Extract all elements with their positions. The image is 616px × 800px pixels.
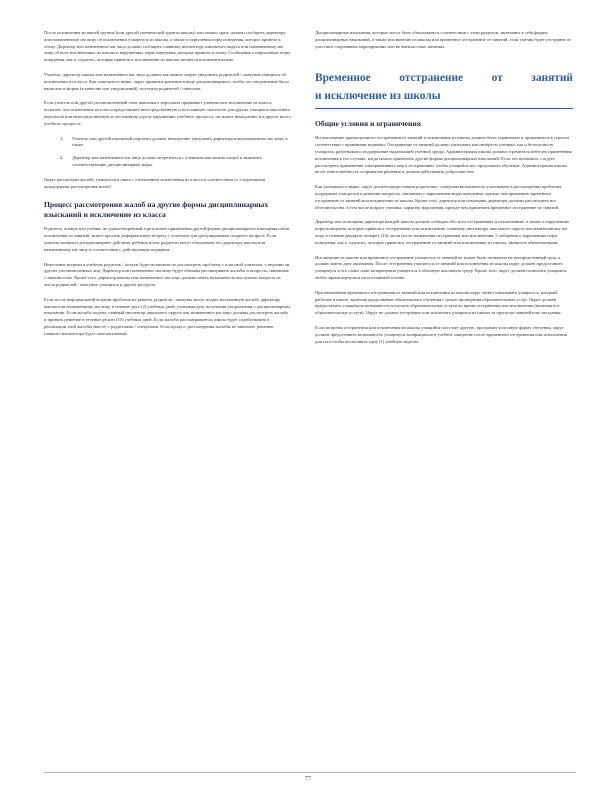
list-item [44, 155, 291, 169]
paragraph: Дисциплинарные взыскания, которые могут быть обжалованы в соответствии с этим разделом, включают в себя формы дисциплинарных взысканий, а также исключение из школы или временное отстранение от занятий, если ученик будет отстранен от участия в спортивных мероприятиях или во внеклассных занятиях. [315, 30, 571, 49]
paragraph: При назначении временного отстранения от занятий или исключения из школы округ может наказывать учащегося, который работает в школе, включая продолжение обязательного обучения с целью проведения образовательных услуг. Округ должен предоставить учащемуся возможность получить образовательные услуги во время отстранения или исключения (включая все образовательные услуги). Округ не должен отстранять или исключать учащихся из школы за пропуски занятий или опоздания. [315, 289, 562, 316]
paragraph: Директор или помощник директора каждой школы должен сообщать обо всех отстранениях и исключениях, а также о нарушениях норм поведения, которые привели к отстранению или исключению, главному инспектору школьного округа или назначенному им лицу в течение двадцати четырех (24) часов после назначения отстранения или исключения. Сообщения о нарушениях норм поведения, как о «группе», которые привели к отстранению от занятий или исключению из школы, являются обязательными. [315, 219, 569, 245]
paragraph: Если во время отстранения или исключения из школы учащийся получает другую, программу или иную форму обучения, округ должен предоставить возможность учащемуся возвращаться в учебное заведение после временного отстранения или исключения для того чтобы восполнить одну (1) учебную неделю: [315, 324, 567, 344]
paragraph: Как указывалось выше, округ должен предоставить родителям / опекунам возможность участвовать в рассмотрении проблемы, поддержать учащегося в решении вопросов, связанных с нарушением норм поведения, прежде чем применять временное отстранение от занятий или исключение из школы. Кроме того, директор или помощник директора должны рассмотреть все обстоятельства, в том числе возраст ученика, характер нарушения, прежде чем применять временное отстранение от занятий. [315, 184, 563, 210]
list-item-text: Директор или назначенное им лицо должно встретиться с учеником как можно скорее и выяснить соответствующие дисциплинарные меры. [72, 155, 262, 167]
chapter-title-line-2: и исключение из школы [315, 90, 441, 103]
paragraph: Учитель, директор школы или назначенное им лицо должны как можно скорее уведомить родителей / опекунов учащихся об исключении из класса. Как отмечалось выше, округ принятие решения в виде дисциплинарного, чтобы это уведомление было написано в форме (в качестве или уведомлений), посетили родителей / опекунов. [44, 71, 289, 91]
list-item [44, 136, 291, 150]
title-divider [315, 108, 573, 109]
list-item-text: Учитель или другой школьный персонал должен немедленно уведомить директора или назначенное им лицо, а также [72, 135, 288, 148]
paragraph: Родитель, опекун или ученик, не удовлетворенный в результате применения другой формы дисциплинарного взыскания и/или исключения из занятий, может просить неформальную встречу с учителем для урегулирования спорного вопроса. Если учитель назначил дисциплинарное действие, ребенок и/или родители могут обжаловать его директору школы или назначенному им лицу в соответствии с действующим порядком. [44, 226, 290, 252]
numbered-list [44, 136, 291, 169]
paragraph: Округ рассмотрит жалобу учащегося в связи с отношением исключения из класса в соответствии со следующими процедурами рассмотрения жалоб. [44, 176, 266, 189]
list-item-number: 2. [60, 155, 64, 161]
paragraph: После исключения из вашей группы (или другой ученической группы школы) или можно сразу должен сообщить директору или назначенному им лицу об исключении учащегося из школы, а также о нарушении норм поведения, которое привело к этому. Директор или назначенное им лицо должно сообщить главному инспектору школьного округа или назначенному им лицу об всех исключениях из школы и нарушениях норм поведения, которые привели к этому. Сообщения о нарушениях норм поведения, как о «группе», которые привели к исключению из школы, является исключительным. [44, 30, 290, 63]
right-column [315, 30, 573, 353]
left-column [44, 30, 291, 346]
list-item-number: 1. [60, 135, 64, 141]
page-number: 77 [305, 776, 311, 782]
paragraph: Использование краткосрочного отстранения от занятий и исключения из школы должно быть ограничено и применяться в строгом соответствии с правовыми нормами. Отстранение от занятий должно учитывать как интересы ученика, так и безопасность учащихся, работников и поддержание надлежащей учебной среды. Администрация школы должна стремиться избегать применения исключения в тех случаях, когда можно применить другие формы дисциплинарных взысканий. Если это возможно, следует рассмотреть применение альтернативных мер к отстранению, чтобы учащийся мог продолжить обучение. Администрация школы несет ответственность за принятие решения и должна действовать добросовестно. [315, 135, 572, 175]
paragraph: Нежелание встречи в учебном родитель / опекун будет возможность рассмотреть проблему с классной учителем, о ведении ли других уполномоченных лиц. Директор или назначенное им лицо будут обязаны рассматривать жалобы и вопросы, связанные с законностью. Кроме того, директор школы или назначенное им лицо должно иметь возможность выслушать вопросы из числа родителей / опекунов, учащихся и других ресурсов. [44, 261, 290, 287]
subsection-heading: Общие условия и ограничения [315, 119, 421, 129]
paragraph: Если учитель или другой уполномоченный член школьного персонала принимает ученическое исключение из класса, полагает, что исключение из класса представляет непосредственную и постоянную опасность для других учащихся школьного персонала или непосредственную и постоянную угрозу нарушению учебного процесса, он может немедленно и в другое место учебного процесса: [44, 100, 291, 126]
paragraph: Если после неформальной встречи проблема не решена, родители / опекуны могут подать письменную жалобу директору школы или назначенному им лицу в течение двух (2) учебных дней, учитывая дату получения уведомления о дисциплинарном взыскании. Если жалоба подана, главный инспектор школьного округа или назначенное им лицо должны рассмотреть жалобу и принять решение в течение десяти (10) учебных дней. Если жалоба рассматривается, школа будет содействовать в реализации этой жалобы вместе с родителями / опекунами. Если процесс рассмотрения жалобы не закончен, решение главного инспектора будет окончательным. [44, 296, 290, 336]
footer-divider [44, 772, 576, 773]
paragraph: Исключение из школы или временное отстранение учащегося от занятий не может быть назначено на неопределенный срок, а должно иметь дату окончания. После отстранения учащегося от занятий или исключения из школы округ должен предоставить учащемуся и его семье план возвращения учащегося в обычную школьную среду. Кроме того, округ должен позволить учащимся любое время вернуться на постоянной основе. [315, 254, 567, 280]
chapter-title-line-1: Временное отстранение от занятий [315, 72, 573, 85]
section-heading: Процесс рассмотрения жалоб на другие формы дисциплинарных взысканий и исключение из класса [44, 200, 269, 219]
